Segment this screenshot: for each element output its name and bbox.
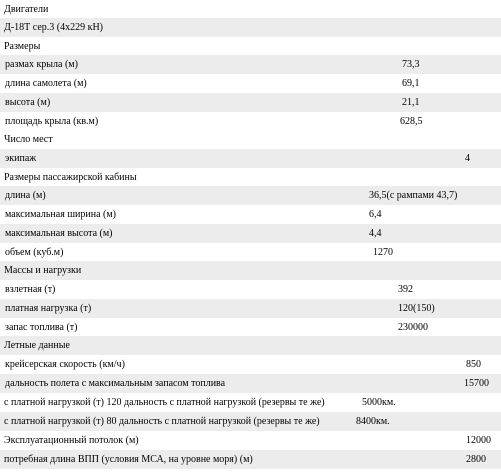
section-heading: Двигатели: [4, 4, 49, 15]
table-row: [0, 261, 501, 280]
row-value: 5000км.: [362, 397, 396, 408]
row-value: 850: [466, 359, 481, 370]
row-label: максимальная высота (м): [5, 228, 113, 239]
table-row: [0, 243, 501, 262]
table-row: [0, 355, 501, 374]
row-value: 36,5(с рампами 43,7): [369, 190, 458, 201]
row-value: 15700: [464, 378, 489, 389]
table-row: [0, 0, 501, 19]
section-heading: Массы и нагрузки: [4, 265, 82, 276]
table-row: [0, 224, 501, 243]
table-row: [0, 393, 501, 412]
row-label: длина самолета (м): [5, 78, 87, 89]
table-row: [0, 93, 501, 112]
row-label: потребная длина ВПП (условия МСА, на уровне моря) (м): [4, 454, 253, 465]
section-heading: Размеры: [4, 41, 41, 52]
row-value: 2800: [466, 454, 486, 465]
table-row: [0, 280, 501, 299]
row-value: 21,1: [402, 97, 420, 108]
row-label: площадь крыла (кв.м): [5, 116, 99, 127]
row-value: 4: [465, 153, 470, 164]
row-value: 1270: [373, 247, 393, 258]
table-row: [0, 205, 501, 224]
table-row: [0, 55, 501, 74]
section-heading: Летные данные: [4, 340, 70, 351]
row-label: объем (куб.м): [5, 247, 64, 258]
row-value: 392: [398, 284, 413, 295]
row-label: платная нагрузка (т): [5, 303, 92, 314]
row-value: 12000: [466, 435, 491, 446]
table-row: [0, 299, 501, 318]
row-label: длина (м): [5, 190, 46, 201]
section-heading: Число мест: [4, 134, 53, 145]
row-label: взлетная (т): [5, 284, 56, 295]
row-label: высота (м): [5, 97, 51, 108]
row-label: Эксплуатационный потолок (м): [4, 435, 139, 446]
row-value: 6,4: [369, 209, 382, 220]
row-value: 230000: [398, 322, 428, 333]
row-label: экипаж: [5, 153, 37, 164]
row-label: максимальная ширина (м): [5, 209, 117, 220]
row-value: 73,3: [402, 59, 420, 70]
row-label: дальность полета с максимальным запасом топлива: [5, 378, 226, 389]
table-row: [0, 374, 501, 393]
table-row: [0, 74, 501, 93]
row-label: крейсерская скорость (км/ч): [5, 359, 125, 370]
row-label: с платной нагрузкой (т) 120 дальность с платной нагрузкой (резервы те же): [4, 397, 325, 408]
table-row: [0, 149, 501, 168]
table-row: [0, 431, 501, 450]
table-row: [0, 450, 501, 469]
table-row: [0, 130, 501, 149]
table-row: [0, 186, 501, 205]
row-value: 4,4: [369, 228, 382, 239]
row-label: размах крыла (м): [5, 59, 78, 70]
table-row: [0, 336, 501, 355]
row-value: 69,1: [402, 78, 420, 89]
table-row: [0, 318, 501, 337]
table-row: [0, 168, 501, 187]
section-heading: Размеры пассажирской кабины: [4, 172, 137, 183]
row-value: 8400км.: [356, 416, 390, 427]
table-row: [0, 112, 501, 131]
row-value: 120(150): [398, 303, 435, 314]
row-value: 628,5: [400, 116, 423, 127]
row-label: с платной нагрузкой (т) 80 дальность с платной нагрузкой (резервы те же): [4, 416, 320, 427]
table-row: [0, 412, 501, 431]
row-label: запас топлива (т): [5, 322, 78, 333]
table-row: [0, 37, 501, 56]
row-label: Д-18Т сер.3 (4х229 кН): [4, 22, 103, 33]
table-row: [0, 18, 501, 37]
